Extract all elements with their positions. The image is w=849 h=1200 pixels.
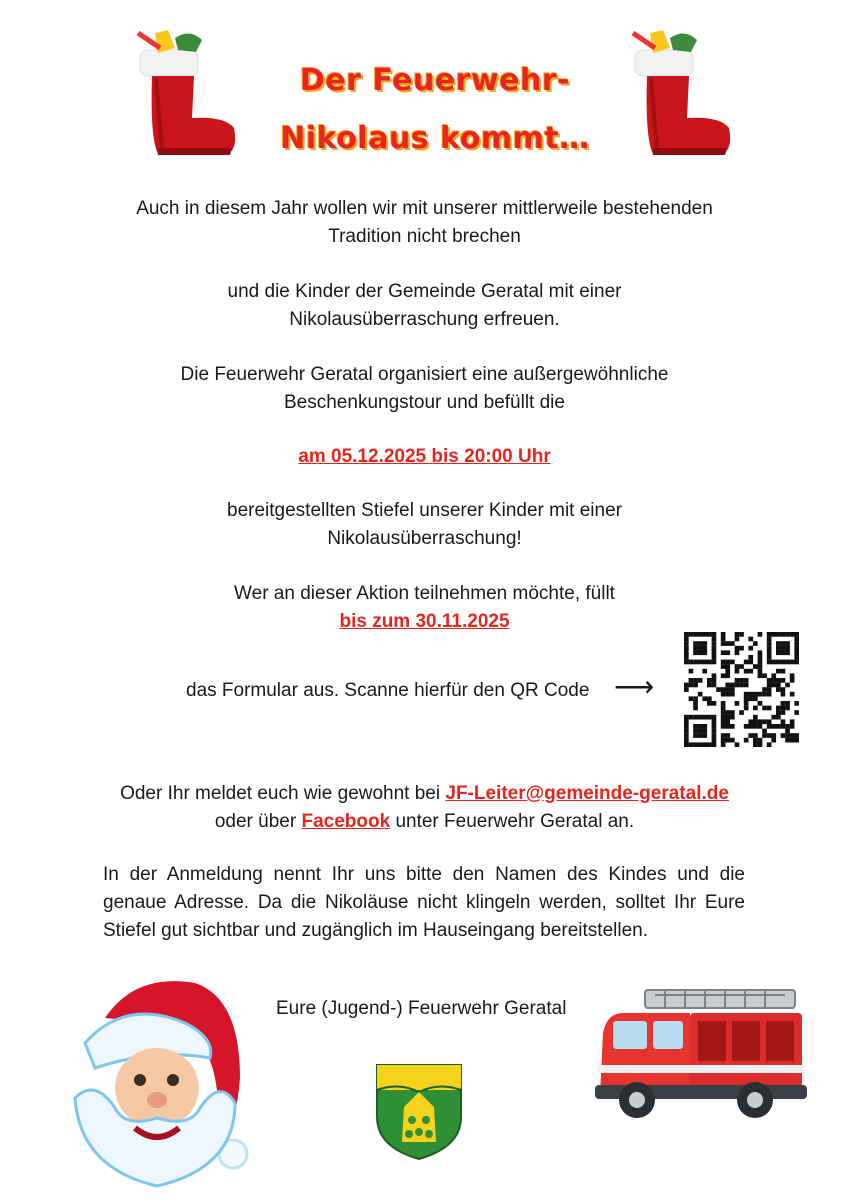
tour-line-2: Beschenkungstour und befüllt die <box>284 392 565 413</box>
participation-line: Wer an dieser Aktion teilnehmen möchte, füllt <box>234 583 615 604</box>
date-text: am 05.12.2025 bis 20:00 Uhr <box>298 446 551 467</box>
contact-prefix: Oder Ihr meldet euch wie gewohnt bei <box>120 783 446 804</box>
qr-code[interactable] <box>684 632 799 747</box>
santa-boot-left-icon <box>130 28 245 158</box>
signature: Eure (Jugend-) Feuerwehr Geratal <box>276 998 567 1019</box>
date-highlight <box>60 443 789 471</box>
santa-face-icon <box>65 968 250 1190</box>
contact-paragraph <box>60 780 789 836</box>
qr-instruction: das Formular aus. Scanne hierfür den QR Code <box>186 680 590 701</box>
title-line-2: Nikolaus kommt… <box>280 121 590 156</box>
boots-line-2: Nikolausüberraschung! <box>327 528 522 549</box>
santa-boot-right-icon <box>625 28 740 158</box>
info-paragraph: In der Anmeldung nennt Ihr uns bitte den Namen des Kindes und die genaue Adresse. Da die Nikoläuse nicht klingeln werden, solltet Ihr Eure Stiefel gut sichtbar und zugänglich im Hauseingang bereitstellen. <box>103 864 745 941</box>
intro-line-1: Auch in diesem Jahr wollen wir mit unserer mittlerweile bestehenden <box>136 198 713 219</box>
fire-truck-icon <box>595 985 807 1130</box>
email-link[interactable]: JF-Leiter@gemeinde-geratal.de <box>445 783 729 804</box>
page-title <box>250 52 620 168</box>
participation-paragraph <box>60 580 789 636</box>
children-line-1: und die Kinder der Gemeinde Geratal mit einer <box>227 281 622 302</box>
arrow-right-icon: ⟶ <box>614 671 655 702</box>
children-paragraph <box>60 278 789 334</box>
deadline-text: bis zum 30.11.2025 <box>339 611 510 632</box>
title-line-1: Der Feuerwehr- <box>299 63 571 98</box>
tour-line-1: Die Feuerwehr Geratal organisiert eine außergewöhnliche <box>180 364 669 385</box>
contact-line2-suffix: unter Feuerwehr Geratal an. <box>390 811 635 832</box>
boots-line-1: bereitgestellten Stiefel unserer Kinder mit einer <box>227 500 622 521</box>
facebook-link[interactable]: Facebook <box>301 811 391 832</box>
boots-paragraph <box>60 497 789 553</box>
children-line-2: Nikolausüberraschung erfreuen. <box>289 309 560 330</box>
contact-line2-prefix: oder über <box>214 811 302 832</box>
coat-of-arms-icon <box>374 1062 464 1162</box>
tour-paragraph <box>60 361 789 417</box>
intro-paragraph <box>60 195 789 251</box>
intro-line-2: Tradition nicht brechen <box>328 226 521 247</box>
